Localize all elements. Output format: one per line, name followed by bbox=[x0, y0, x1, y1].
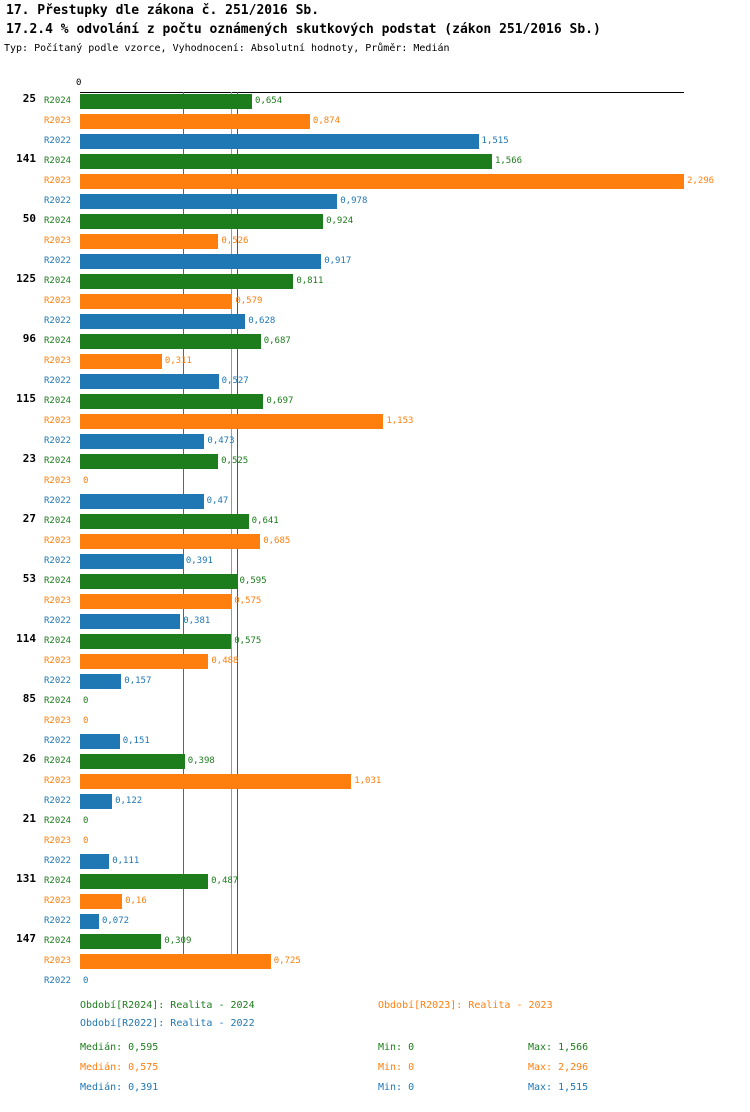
chart-group bbox=[0, 92, 750, 152]
bar-value-label: 1,515 bbox=[481, 136, 509, 146]
stat-max-r2022: Max: 1,515 bbox=[528, 1082, 589, 1093]
bar-value-label: 1,566 bbox=[494, 156, 523, 166]
bar-value-label: 0,641 bbox=[251, 516, 279, 526]
bar-value-label: 0,381 bbox=[183, 616, 211, 626]
bar-r2024 bbox=[80, 934, 161, 949]
chart-row bbox=[0, 152, 750, 172]
page-title-secondary: 17.2.4 % odvolání z počtu oznámených skutkových podstat (zákon 251/2016 Sb.) bbox=[6, 22, 601, 37]
bar-r2023 bbox=[80, 234, 218, 249]
series-label-r2022: R2022 bbox=[44, 976, 72, 986]
bar-r2022 bbox=[80, 554, 183, 569]
group-label: 25 bbox=[22, 92, 36, 105]
bar-value-label: 0,685 bbox=[263, 536, 291, 546]
chart-row bbox=[0, 692, 750, 712]
series-label-r2023: R2023 bbox=[44, 296, 72, 306]
bar-value-label: 0,47 bbox=[206, 496, 229, 506]
stat-max-r2024: Max: 1,566 bbox=[528, 1042, 589, 1053]
series-label-r2024: R2024 bbox=[44, 756, 72, 766]
group-label: 115 bbox=[16, 392, 36, 405]
chart-row bbox=[0, 852, 750, 872]
series-label-r2022: R2022 bbox=[44, 916, 72, 926]
chart-row bbox=[0, 612, 750, 632]
bar-r2022 bbox=[80, 434, 204, 449]
chart-row bbox=[0, 872, 750, 892]
chart-subtitle: Typ: Počítaný podle vzorce, Vyhodnocení: Absolutní hodnoty, Průměr: Medián bbox=[4, 43, 450, 54]
chart-row bbox=[0, 712, 750, 732]
group-label: 147 bbox=[16, 932, 36, 945]
bar-r2023 bbox=[80, 114, 310, 129]
page-title-primary: 17. Přestupky dle zákona č. 251/2016 Sb. bbox=[6, 3, 320, 18]
chart-row bbox=[0, 332, 750, 352]
chart-row bbox=[0, 512, 750, 532]
chart-row bbox=[0, 252, 750, 272]
bar-r2022 bbox=[80, 854, 109, 869]
group-label: 27 bbox=[22, 512, 36, 525]
group-label: 114 bbox=[16, 632, 36, 645]
bar-value-label: 0 bbox=[83, 976, 89, 986]
bar-r2023 bbox=[80, 894, 122, 909]
chart-row bbox=[0, 452, 750, 472]
chart-group bbox=[0, 572, 750, 632]
series-label-r2024: R2024 bbox=[44, 696, 72, 706]
bar-value-label: 0 bbox=[83, 836, 89, 846]
series-label-r2024: R2024 bbox=[44, 876, 72, 886]
series-label-r2023: R2023 bbox=[44, 536, 72, 546]
series-label-r2022: R2022 bbox=[44, 376, 72, 386]
bar-r2022 bbox=[80, 374, 219, 389]
bar-value-label: 0,398 bbox=[187, 756, 215, 766]
bar-value-label: 0,473 bbox=[207, 436, 235, 446]
chart-group bbox=[0, 692, 750, 752]
bar-value-label: 0,487 bbox=[211, 876, 239, 886]
series-label-r2024: R2024 bbox=[44, 216, 72, 226]
series-label-r2024: R2024 bbox=[44, 456, 72, 466]
chart-row bbox=[0, 372, 750, 392]
bar-value-label: 0,917 bbox=[324, 256, 352, 266]
chart-row bbox=[0, 592, 750, 612]
bar-r2024 bbox=[80, 574, 237, 589]
group-label: 131 bbox=[16, 872, 36, 885]
series-label-r2022: R2022 bbox=[44, 496, 72, 506]
chart-row bbox=[0, 312, 750, 332]
chart-row bbox=[0, 572, 750, 592]
bar-r2024 bbox=[80, 874, 208, 889]
stat-median-r2024: Medián: 0,595 bbox=[80, 1042, 159, 1053]
bar-value-label: 0,595 bbox=[239, 576, 267, 586]
series-label-r2022: R2022 bbox=[44, 736, 72, 746]
bar-r2023 bbox=[80, 594, 231, 609]
bar-r2022 bbox=[80, 614, 180, 629]
series-label-r2024: R2024 bbox=[44, 636, 72, 646]
chart-row bbox=[0, 932, 750, 952]
chart-plot-area bbox=[0, 70, 750, 986]
bar-value-label: 0,527 bbox=[221, 376, 249, 386]
chart-row bbox=[0, 432, 750, 452]
chart-row bbox=[0, 832, 750, 852]
bar-r2022 bbox=[80, 134, 479, 149]
series-label-r2023: R2023 bbox=[44, 416, 72, 426]
chart-row bbox=[0, 792, 750, 812]
series-label-r2022: R2022 bbox=[44, 616, 72, 626]
chart-row bbox=[0, 112, 750, 132]
stat-min-r2024: Min: 0 bbox=[378, 1042, 415, 1053]
bar-value-label: 0 bbox=[83, 476, 89, 486]
bar-value-label: 0,157 bbox=[124, 676, 152, 686]
bar-value-label: 0,924 bbox=[326, 216, 354, 226]
bar-value-label: 0,811 bbox=[296, 276, 324, 286]
bar-r2022 bbox=[80, 734, 120, 749]
series-label-r2022: R2022 bbox=[44, 556, 72, 566]
series-label-r2024: R2024 bbox=[44, 816, 72, 826]
chart-row bbox=[0, 632, 750, 652]
series-label-r2024: R2024 bbox=[44, 336, 72, 346]
bar-value-label: 0,579 bbox=[235, 296, 263, 306]
chart-row bbox=[0, 952, 750, 972]
bar-r2023 bbox=[80, 174, 684, 189]
series-label-r2023: R2023 bbox=[44, 596, 72, 606]
series-label-r2023: R2023 bbox=[44, 776, 72, 786]
bar-value-label: 0,525 bbox=[221, 456, 249, 466]
chart-group bbox=[0, 272, 750, 332]
bar-r2022 bbox=[80, 194, 337, 209]
chart-row bbox=[0, 732, 750, 752]
bar-value-label: 0,122 bbox=[115, 796, 143, 806]
chart-group bbox=[0, 512, 750, 572]
chart-group bbox=[0, 752, 750, 812]
chart-row bbox=[0, 772, 750, 792]
chart-row bbox=[0, 492, 750, 512]
bar-value-label: 0 bbox=[83, 716, 89, 726]
series-label-r2023: R2023 bbox=[44, 116, 72, 126]
bar-value-label: 0,16 bbox=[125, 896, 147, 906]
chart-row bbox=[0, 752, 750, 772]
bar-r2023 bbox=[80, 354, 162, 369]
legend-item-r2024: Období[R2024]: Realita - 2024 bbox=[80, 1000, 255, 1011]
chart-row bbox=[0, 92, 750, 112]
chart-row bbox=[0, 412, 750, 432]
group-label: 26 bbox=[22, 752, 36, 765]
chart-row bbox=[0, 132, 750, 152]
chart-row bbox=[0, 812, 750, 832]
bar-r2024 bbox=[80, 94, 252, 109]
series-label-r2022: R2022 bbox=[44, 856, 72, 866]
bar-r2022 bbox=[80, 494, 204, 509]
bar-value-label: 2,296 bbox=[687, 176, 715, 186]
chart-group bbox=[0, 452, 750, 512]
group-label: 23 bbox=[22, 452, 36, 465]
series-label-r2023: R2023 bbox=[44, 836, 72, 846]
bar-r2023 bbox=[80, 414, 383, 429]
chart-group bbox=[0, 212, 750, 272]
series-label-r2023: R2023 bbox=[44, 716, 72, 726]
chart-row bbox=[0, 272, 750, 292]
chart-row bbox=[0, 892, 750, 912]
chart-row bbox=[0, 192, 750, 212]
chart-row bbox=[0, 912, 750, 932]
bar-value-label: 0,687 bbox=[263, 336, 291, 346]
chart-group bbox=[0, 932, 750, 992]
bar-value-label: 0 bbox=[83, 696, 89, 706]
series-label-r2024: R2024 bbox=[44, 156, 72, 166]
bar-r2023 bbox=[80, 954, 271, 969]
series-label-r2023: R2023 bbox=[44, 896, 72, 906]
bar-value-label: 0,391 bbox=[185, 556, 213, 566]
chart-row bbox=[0, 292, 750, 312]
series-label-r2024: R2024 bbox=[44, 276, 72, 286]
bar-value-label: 0,725 bbox=[273, 956, 301, 966]
chart-row bbox=[0, 352, 750, 372]
bar-value-label: 0,575 bbox=[234, 636, 262, 646]
series-label-r2023: R2023 bbox=[44, 356, 72, 366]
bar-value-label: 0,526 bbox=[221, 236, 249, 246]
bar-r2023 bbox=[80, 654, 208, 669]
stat-max-r2023: Max: 2,296 bbox=[528, 1062, 589, 1073]
chart-group bbox=[0, 392, 750, 452]
bar-value-label: 0 bbox=[83, 816, 89, 826]
stat-min-r2023: Min: 0 bbox=[378, 1062, 415, 1073]
bar-r2023 bbox=[80, 294, 232, 309]
chart-group bbox=[0, 872, 750, 932]
bar-r2024 bbox=[80, 634, 231, 649]
bar-r2022 bbox=[80, 314, 245, 329]
series-label-r2024: R2024 bbox=[44, 576, 72, 586]
series-label-r2022: R2022 bbox=[44, 256, 72, 266]
group-label: 96 bbox=[22, 332, 36, 345]
bar-value-label: 0,978 bbox=[340, 196, 368, 206]
group-label: 50 bbox=[22, 212, 36, 225]
chart-group bbox=[0, 332, 750, 392]
legend-item-r2022: Období[R2022]: Realita - 2022 bbox=[80, 1018, 255, 1029]
bar-r2024 bbox=[80, 214, 323, 229]
series-label-r2023: R2023 bbox=[44, 476, 72, 486]
group-label: 21 bbox=[22, 812, 36, 825]
bar-value-label: 0,628 bbox=[248, 316, 276, 326]
bar-value-label: 0,575 bbox=[234, 596, 262, 606]
chart-row bbox=[0, 652, 750, 672]
chart-row bbox=[0, 472, 750, 492]
series-label-r2022: R2022 bbox=[44, 316, 72, 326]
chart-row bbox=[0, 532, 750, 552]
series-label-r2024: R2024 bbox=[44, 396, 72, 406]
bar-r2024 bbox=[80, 154, 492, 169]
chart-row bbox=[0, 172, 750, 192]
series-label-r2024: R2024 bbox=[44, 516, 72, 526]
bar-r2023 bbox=[80, 534, 260, 549]
chart-group bbox=[0, 812, 750, 872]
series-label-r2022: R2022 bbox=[44, 196, 72, 206]
legend-item-r2023: Období[R2023]: Realita - 2023 bbox=[378, 1000, 553, 1011]
stat-min-r2022: Min: 0 bbox=[378, 1082, 415, 1093]
group-label: 141 bbox=[16, 152, 36, 165]
series-label-r2023: R2023 bbox=[44, 236, 72, 246]
chart-row bbox=[0, 552, 750, 572]
group-label: 125 bbox=[16, 272, 36, 285]
bar-value-label: 0,309 bbox=[164, 936, 192, 946]
chart-group bbox=[0, 632, 750, 692]
bar-value-label: 0,111 bbox=[112, 856, 140, 866]
series-label-r2022: R2022 bbox=[44, 676, 72, 686]
bar-value-label: 0,654 bbox=[255, 96, 283, 106]
bar-r2022 bbox=[80, 794, 112, 809]
bar-value-label: 0,874 bbox=[312, 116, 340, 126]
bar-value-label: 0,151 bbox=[122, 736, 150, 746]
chart-row bbox=[0, 972, 750, 992]
bar-value-label: 0,072 bbox=[101, 916, 130, 926]
bar-r2024 bbox=[80, 274, 293, 289]
bar-value-label: 1,031 bbox=[354, 776, 382, 786]
series-label-r2023: R2023 bbox=[44, 176, 72, 186]
chart-row bbox=[0, 392, 750, 412]
bar-r2024 bbox=[80, 394, 263, 409]
series-label-r2023: R2023 bbox=[44, 656, 72, 666]
stat-median-r2022: Medián: 0,391 bbox=[80, 1082, 159, 1093]
chart-row bbox=[0, 672, 750, 692]
bar-value-label: 0,697 bbox=[266, 396, 294, 406]
series-label-r2023: R2023 bbox=[44, 956, 72, 966]
bar-value-label: 0,311 bbox=[164, 356, 192, 366]
bar-r2023 bbox=[80, 774, 351, 789]
chart-row bbox=[0, 212, 750, 232]
bar-r2022 bbox=[80, 914, 99, 929]
bar-r2024 bbox=[80, 754, 185, 769]
group-label: 53 bbox=[22, 572, 36, 585]
bar-r2024 bbox=[80, 454, 218, 469]
bar-r2024 bbox=[80, 514, 249, 529]
bar-value-label: 0,488 bbox=[211, 656, 239, 666]
bar-value-label: 1,153 bbox=[386, 416, 414, 426]
axis-zero-label: 0 bbox=[76, 78, 82, 88]
chart-group bbox=[0, 152, 750, 212]
bar-r2022 bbox=[80, 254, 321, 269]
chart-row bbox=[0, 232, 750, 252]
bar-r2024 bbox=[80, 334, 261, 349]
series-label-r2024: R2024 bbox=[44, 96, 72, 106]
series-label-r2022: R2022 bbox=[44, 796, 72, 806]
group-label: 85 bbox=[22, 692, 36, 705]
stat-median-r2023: Medián: 0,575 bbox=[80, 1062, 159, 1073]
series-label-r2022: R2022 bbox=[44, 436, 72, 446]
bar-r2022 bbox=[80, 674, 121, 689]
series-label-r2024: R2024 bbox=[44, 936, 72, 946]
series-label-r2022: R2022 bbox=[44, 136, 72, 146]
